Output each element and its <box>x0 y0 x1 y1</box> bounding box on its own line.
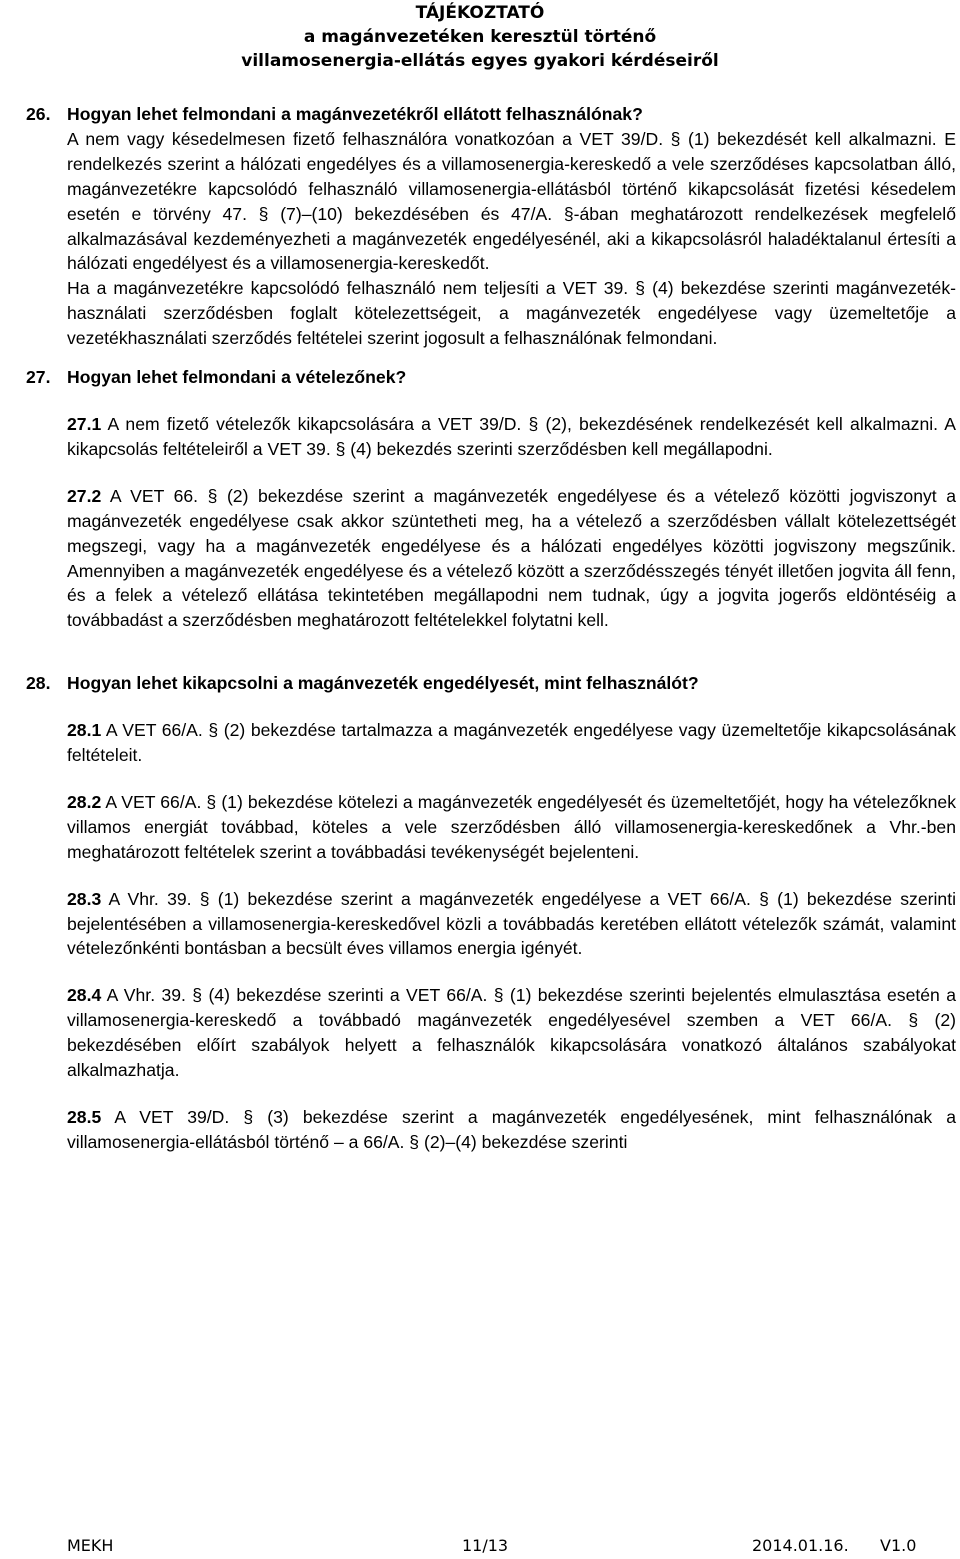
answer-27-1 <box>67 412 956 462</box>
footer-page-number: 11/13 <box>462 1536 509 1555</box>
section-number: 27.2 <box>67 485 102 506</box>
section-text: A Vhr. 39. § (4) bekezdése szerinti a VET 66/A. § (1) bekezdése szerinti bejelentés elmulasztása esetén a villamosenergia-kereskedő a továbbadó magánvezeték engedélyesével szemben a VET 66/A. § (2) bekezdésében előírt szabályok helyett a felhasználók kikapcsolására vonatkozó általános szabályokat alkalmazhatja. <box>67 985 956 1081</box>
question-title: Hogyan lehet felmondani a vételezőnek? <box>67 367 407 388</box>
section-text: A Vhr. 39. § (1) bekezdése szerint a magánvezeték engedélyese a VET 66/A. § (1) bekezdése szerinti bejelentésében a villamosenergia-kereskedővel közli a továbbadás keretében ellátott vételezők számát, valamint vételezőnkénti bontásban a becsült éves villamos energia igényét. <box>67 888 956 959</box>
question-title: Hogyan lehet kikapcsolni a magánvezeték engedélyesét, mint felhasználót? <box>67 673 699 694</box>
answer-28-1 <box>67 718 956 768</box>
question-title: Hogyan lehet felmondani a magánvezetékről ellátott felhasználónak? <box>67 104 643 124</box>
header-title: TÁJÉKOZTATÓ <box>415 3 545 23</box>
footer-date: 2014.01.16. <box>752 1536 849 1555</box>
answer-26-paragraph-1: A nem vagy késedelmesen fizető felhasználóra vonatkozóan a VET 39/D. § (1) bekezdését kell alkalmazni. E rendelkezés szerint a hálózati engedélyes és a villamosenergia-kereskedő a vele szerződéses kapcsolatban álló, magánvezetékre kapcsolódó felhasználó villamosenergia-ellátásból történő kikapcsolását fizetési késedelem esetén e törvény 47. § (7)–(10) bekezdésében és 47/A. §-ában meghatározott rendelkezések megfelelő alkalmazásával kezdeményezheti a magánvezeték engedélyesénél, aki a kikapcsolásról haladéktalanul értesíti a hálózati engedélyest és a villamosenergia-kereskedőt. <box>67 128 956 274</box>
footer-organization: MEKH <box>67 1536 114 1555</box>
section-text: A VET 39/D. § (3) bekezdése szerint a magánvezeték engedélyesének, mint felhasználónak a villamosenergia-ellátásból történő – a 66/A. § (2)–(4) bekezdése szerinti <box>67 1107 956 1152</box>
answer-28-3 <box>67 887 956 962</box>
footer-version: V1.0 <box>880 1536 917 1555</box>
question-27-heading <box>26 365 956 390</box>
answer-28-4 <box>67 983 956 1083</box>
answer-26-paragraph-2: Ha a magánvezetékre kapcsolódó felhasználó nem teljesíti a VET 39. § (4) bekezdése szerinti magánvezeték-használati szerződésben foglalt kötelezettségeit, a magánvezeték engedélyese vagy üzemeltetője a vezetékhasználati szerződés feltételei szerint jogosult a felhasználónak felmondani. <box>67 278 956 349</box>
answer-28-2 <box>67 790 956 865</box>
section-text: A VET 66. § (2) bekezdése szerint a magánvezeték engedélyese és a vételező közötti jogviszonyt a magánvezeték engedélyese csak akkor szüntetheti meg, ha a vételező a szerződésben vállalt kötelezettségét megszegi, vagy ha a magánvezeték engedélyese és a hálózati engedélyes közötti jogviszony megszűnik. Amennyiben a magánvezeték engedélyese és a vételező között a szerződésszegés tényét illetően jogvita áll fenn, és a felek a vételező ellátása tekintetében megállapodni nem tudnak, úgy a jogvita jogerős eldöntéséig a továbbadást a szerződésben meghatározott feltételekkel folytatni kell. <box>67 485 956 631</box>
question-number: 28. <box>26 673 51 694</box>
document-header <box>0 0 960 73</box>
question-26-heading <box>26 102 956 127</box>
section-number: 28.4 <box>67 985 102 1006</box>
section-number: 28.1 <box>67 720 102 741</box>
header-subtitle-1: a magánvezetéken keresztül történő <box>303 27 657 47</box>
question-28-heading <box>26 671 956 696</box>
document-footer <box>0 1536 960 1558</box>
answer-27-2 <box>67 484 956 633</box>
section-text: A VET 66/A. § (1) bekezdése kötelezi a magánvezeték engedélyesét és üzemeltetőjét, hogy ha vételezőknek villamos energiát továbbad, köteles a vele szerződésben álló villamosenergia-kereskedőnek a Vhr.-ben meghatározott feltételek szerint a továbbadási tevékenységét bejelenteni. <box>67 791 956 862</box>
question-number: 26. <box>26 104 51 124</box>
header-subtitle-2: villamosenergia-ellátás egyes gyakori kérdéseiről <box>241 51 719 71</box>
section-number: 27.1 <box>67 413 102 434</box>
question-number: 27. <box>26 367 51 388</box>
section-number: 28.3 <box>67 888 102 909</box>
section-number: 28.5 <box>67 1107 102 1127</box>
section-text: A nem fizető vételezők kikapcsolására a VET 39/D. § (2), bekezdésének rendelkezését kell alkalmazni. A kikapcsolás feltételeiről a VET 39. § (4) bekezdés szerinti szerződésben kell megállapodni. <box>67 413 956 459</box>
answer-28-5 <box>67 1105 956 1155</box>
section-number: 28.2 <box>67 791 102 812</box>
section-text: A VET 66/A. § (2) bekezdése tartalmazza a magánvezeték engedélyese vagy üzemeltetője kikapcsolásának feltételeit. <box>67 720 956 766</box>
document-body <box>26 102 956 1155</box>
